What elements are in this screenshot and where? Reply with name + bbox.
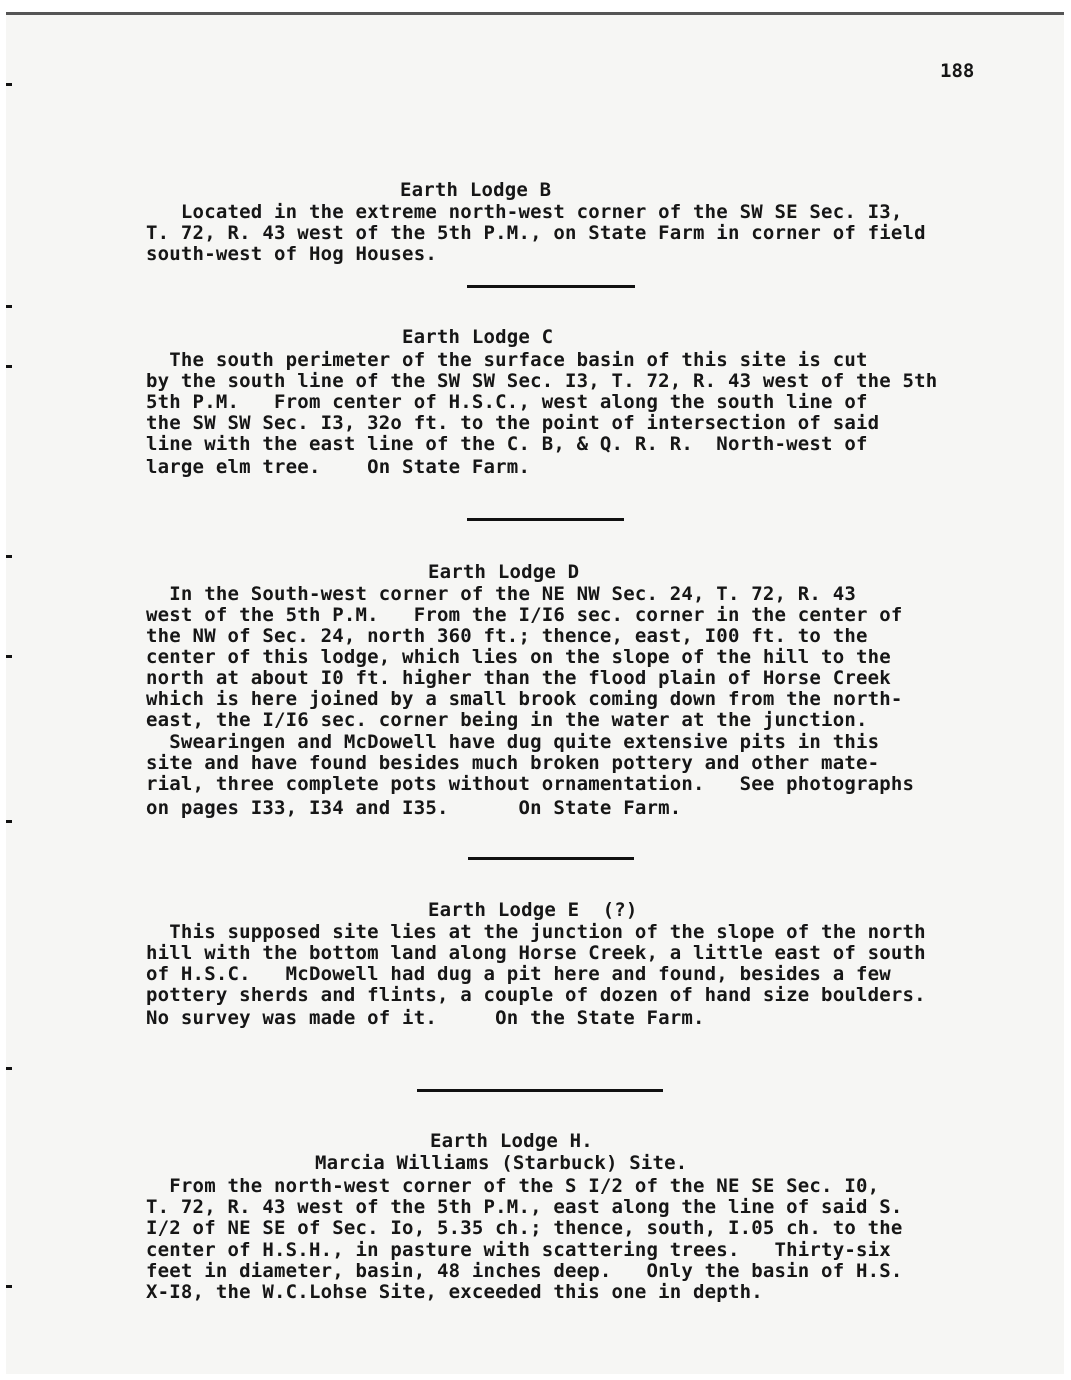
section-h-line: X-I8, the W.C.Lohse Site, exceeded this one in depth.: [146, 1281, 763, 1303]
edge-mark: [6, 555, 12, 558]
section-d-line: site and have found besides much broken pottery and other mate-: [146, 752, 880, 774]
section-d-line: east, the I/I6 sec. corner being in the water at the junction.: [146, 709, 868, 731]
section-d-line: the NW of Sec. 24, north 360 ft.; thence, east, I00 ft. to the: [146, 625, 868, 647]
section-d-line: center of this lodge, which lies on the slope of the hill to the: [146, 646, 891, 668]
section-c-line: by the south line of the SW SW Sec. I3, T. 72, R. 43 west of the 5th: [146, 370, 938, 392]
section-d-line: rial, three complete pots without ornamentation. See photographs: [146, 773, 915, 795]
section-c-line: line with the east line of the C. B, & Q. R. R. North-west of: [146, 433, 868, 455]
section-d-line: In the South-west corner of the NE NW Sec. 24, T. 72, R. 43: [146, 583, 856, 605]
section-h-subheading: Marcia Williams (Starbuck) Site.: [315, 1152, 688, 1174]
section-h-line: From the north-west corner of the S I/2 of the NE SE Sec. I0,: [146, 1175, 880, 1197]
edge-mark: [6, 1285, 12, 1288]
edge-mark: [6, 365, 12, 368]
section-e-line: of H.S.C. McDowell had dug a pit here and found, besides a few: [146, 963, 891, 985]
section-divider: [417, 1089, 663, 1092]
section-e-line: No survey was made of it. On the State Farm.: [146, 1007, 705, 1029]
section-b-heading: Earth Lodge B: [400, 179, 552, 201]
section-h-line: center of H.S.H., in pasture with scattering trees. Thirty-six: [146, 1239, 891, 1261]
section-d-heading: Earth Lodge D: [428, 561, 580, 583]
section-h-heading: Earth Lodge H.: [430, 1130, 593, 1152]
section-d-line: north at about I0 ft. higher than the flood plain of Horse Creek: [146, 667, 891, 689]
section-e-line: This supposed site lies at the junction of the slope of the north: [146, 921, 926, 943]
section-h-line: feet in diameter, basin, 48 inches deep. Only the basin of H.S.: [146, 1260, 903, 1282]
section-c-line: the SW SW Sec. I3, 32o ft. to the point of intersection of said: [146, 412, 880, 434]
section-d-line: west of the 5th P.M. From the I/I6 sec. corner in the center of: [146, 604, 903, 626]
section-c-line: 5th P.M. From center of H.S.C., west along the south line of: [146, 391, 868, 413]
section-b-line: Located in the extreme north-west corner of the SW SE Sec. I3,: [146, 201, 903, 223]
edge-mark: [6, 655, 12, 658]
edge-mark: [6, 1067, 12, 1070]
section-divider: [467, 285, 635, 288]
page-number: 188: [940, 60, 975, 82]
edge-mark: [6, 820, 12, 823]
section-divider: [468, 857, 634, 860]
section-divider: [467, 518, 624, 521]
section-d-line: which is here joined by a small brook coming down from the north-: [146, 688, 903, 710]
edge-mark: [6, 83, 12, 86]
section-c-line: The south perimeter of the surface basin of this site is cut: [146, 349, 868, 371]
section-b-line: south-west of Hog Houses.: [146, 243, 437, 265]
section-d-line: Swearingen and McDowell have dug quite extensive pits in this: [146, 731, 880, 753]
section-d-line: on pages I33, I34 and I35. On State Farm.: [146, 797, 682, 819]
edge-mark: [6, 305, 12, 308]
section-e-heading: Earth Lodge E (?): [428, 899, 638, 921]
section-e-line: pottery sherds and flints, a couple of dozen of hand size boulders.: [146, 984, 926, 1006]
section-c-heading: Earth Lodge C: [402, 326, 554, 348]
section-c-line: large elm tree. On State Farm.: [146, 456, 531, 478]
section-e-line: hill with the bottom land along Horse Creek, a little east of south: [146, 942, 926, 964]
section-b-line: T. 72, R. 43 west of the 5th P.M., on State Farm in corner of field: [146, 222, 926, 244]
section-h-line: T. 72, R. 43 west of the 5th P.M., east along the line of said S.: [146, 1196, 903, 1218]
section-h-line: I/2 of NE SE of Sec. Io, 5.35 ch.; thence, south, I.05 ch. to the: [146, 1217, 903, 1239]
